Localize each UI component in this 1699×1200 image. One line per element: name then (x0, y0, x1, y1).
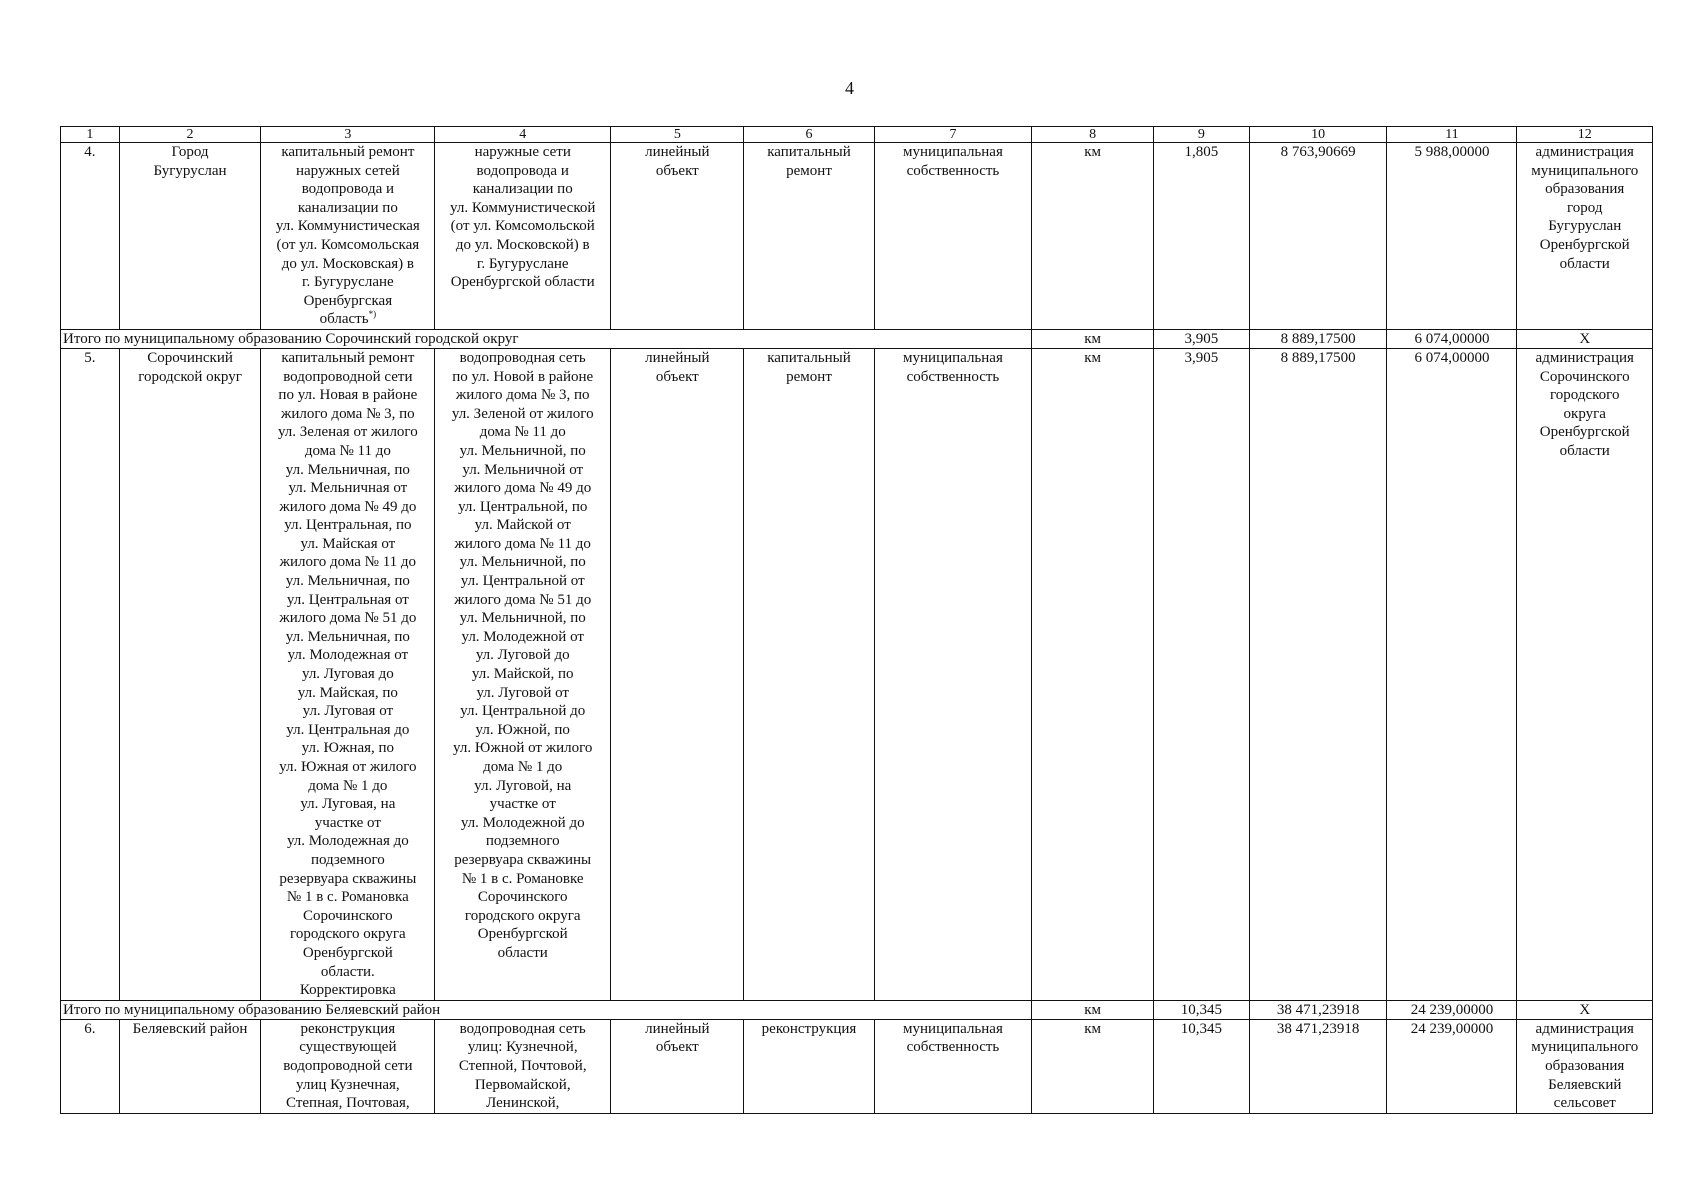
column-number: 8 (1032, 127, 1154, 143)
work-type-cell: капитальный ремонт (744, 143, 874, 330)
column-number: 9 (1153, 127, 1249, 143)
column-number: 6 (744, 127, 874, 143)
unit-cell: км (1032, 1000, 1154, 1019)
administrator-cell: администрация Сорочинского городского округа Оренбургской области (1517, 348, 1653, 1000)
object-type-cell: линейный объект (611, 1019, 744, 1113)
work-name-cell: капитальный ремонт водопроводной сети по ул. Новая в районе жилого дома № 3, по ул. Зеленая от жилого дома № 11 до ул. Мельничная, по ул. Мельничная от жилого дома № 49 до ул. Центральная, по ул. Майская от жилого дома № 11 до ул. Мельничная, по ул. Центральная от жилого дома № 51 до ул. Мельничная, по ул. Молодежная от ул. Луговая до ул. Майская, по ул. Луговая от ул. Центральная до ул. Южная, по ул. Южная от жилого дома № 1 до ул. Луговая, на участке от ул. Молодежная до подземного резервуара скважины № 1 в с. Романовка Сорочинского городского округа Оренбургской области. Корректировка (261, 348, 435, 1000)
capacity-cell: 10,345 (1153, 1019, 1249, 1113)
funding-cell: 24 239,00000 (1387, 1000, 1517, 1019)
capacity-cell: 1,805 (1153, 143, 1249, 330)
unit-cell: км (1032, 1019, 1154, 1113)
capital-works-table (60, 126, 1653, 1114)
administrator-cell: администрация муниципального образования город Бугуруслан Оренбургской области (1517, 143, 1653, 330)
column-number: 10 (1249, 127, 1387, 143)
column-number: 11 (1387, 127, 1517, 143)
unit-cell: км (1032, 348, 1154, 1000)
administrator-cell: администрация муниципального образования Беляевский сельсовет (1517, 1019, 1653, 1113)
capacity-cell: 3,905 (1153, 348, 1249, 1000)
column-number: 7 (874, 127, 1032, 143)
administrator-cell: Х (1517, 329, 1653, 348)
capacity-cell: 10,345 (1153, 1000, 1249, 1019)
object-type-cell: линейный объект (611, 348, 744, 1000)
municipality-cell: Город Бугуруслан (119, 143, 261, 330)
total-label: Итого по муниципальному образованию Беляевский район (61, 1000, 1032, 1019)
footnote-mark: *) (368, 309, 377, 320)
table-row-belyaevsky (61, 1019, 1653, 1113)
object-name-cell: наружные сети водопровода и канализации по ул. Коммунистической (от ул. Комсомольской до ул. Московской) в г. Бугуруслане Оренбургской области (435, 143, 611, 330)
ownership-cell: муниципальная собственность (874, 348, 1032, 1000)
row-number: 5. (61, 348, 120, 1000)
work-name-cell: реконструкция существующей водопроводной сети улиц Кузнечная, Степная, Почтовая, (261, 1019, 435, 1113)
column-number: 12 (1517, 127, 1653, 143)
administrator-cell: Х (1517, 1000, 1653, 1019)
unit-cell: км (1032, 143, 1154, 330)
total-row-sorochinsky (61, 329, 1653, 348)
row-number: 4. (61, 143, 120, 330)
municipality-cell: Беляевский район (119, 1019, 261, 1113)
cost-cell: 38 471,23918 (1249, 1019, 1387, 1113)
column-number: 3 (261, 127, 435, 143)
work-type-cell: реконструкция (744, 1019, 874, 1113)
work-type-cell: капитальный ремонт (744, 348, 874, 1000)
funding-cell: 6 074,00000 (1387, 329, 1517, 348)
funding-cell: 24 239,00000 (1387, 1019, 1517, 1113)
total-row-belyaevsky (61, 1000, 1653, 1019)
cost-cell: 8 763,90669 (1249, 143, 1387, 330)
cost-cell: 8 889,17500 (1249, 348, 1387, 1000)
column-number: 2 (119, 127, 261, 143)
funding-cell: 6 074,00000 (1387, 348, 1517, 1000)
cost-cell: 38 471,23918 (1249, 1000, 1387, 1019)
object-name-cell: водопроводная сеть улиц: Кузнечной, Степной, Почтовой, Первомайской, Ленинской, (435, 1019, 611, 1113)
work-name-text: капитальный ремонт наружных сетей водопровода и канализации по ул. Коммунистическая (от ул. Комсомольская до ул. Московская) в г. Бугуруслане Оренбургская область (275, 144, 420, 328)
column-number: 1 (61, 127, 120, 143)
table-row-sorochinsky (61, 348, 1653, 1000)
cost-cell: 8 889,17500 (1249, 329, 1387, 348)
ownership-cell: муниципальная собственность (874, 1019, 1032, 1113)
funding-cell: 5 988,00000 (1387, 143, 1517, 330)
ownership-cell: муниципальная собственность (874, 143, 1032, 330)
capacity-cell: 3,905 (1153, 329, 1249, 348)
total-label: Итого по муниципальному образованию Сорочинский городской округ (61, 329, 1032, 348)
row-number: 6. (61, 1019, 120, 1113)
object-type-cell: линейный объект (611, 143, 744, 330)
work-name-cell (261, 143, 435, 330)
column-number: 4 (435, 127, 611, 143)
unit-cell: км (1032, 329, 1154, 348)
municipality-cell: Сорочинский городской округ (119, 348, 261, 1000)
column-number-row (61, 127, 1653, 143)
object-name-cell: водопроводная сеть по ул. Новой в районе жилого дома № 3, по ул. Зеленой от жилого дома № 11 до ул. Мельничной, по ул. Мельничной от жилого дома № 49 до ул. Центральной, по ул. Майской от жилого дома № 11 до ул. Мельничной, по ул. Центральной от жилого дома № 51 до ул. Мельничной, по ул. Молодежной от ул. Луговой до ул. Майской, по ул. Луговой от ул. Центральной до ул. Южной, по ул. Южной от жилого дома № 1 до ул. Луговой, на участке от ул. Молодежной до подземного резервуара скважины № 1 в с. Романовке Сорочинского городского округа Оренбургской области (435, 348, 611, 1000)
page-number: 4 (845, 78, 854, 98)
table-row-buguruslan (61, 143, 1653, 330)
column-number: 5 (611, 127, 744, 143)
